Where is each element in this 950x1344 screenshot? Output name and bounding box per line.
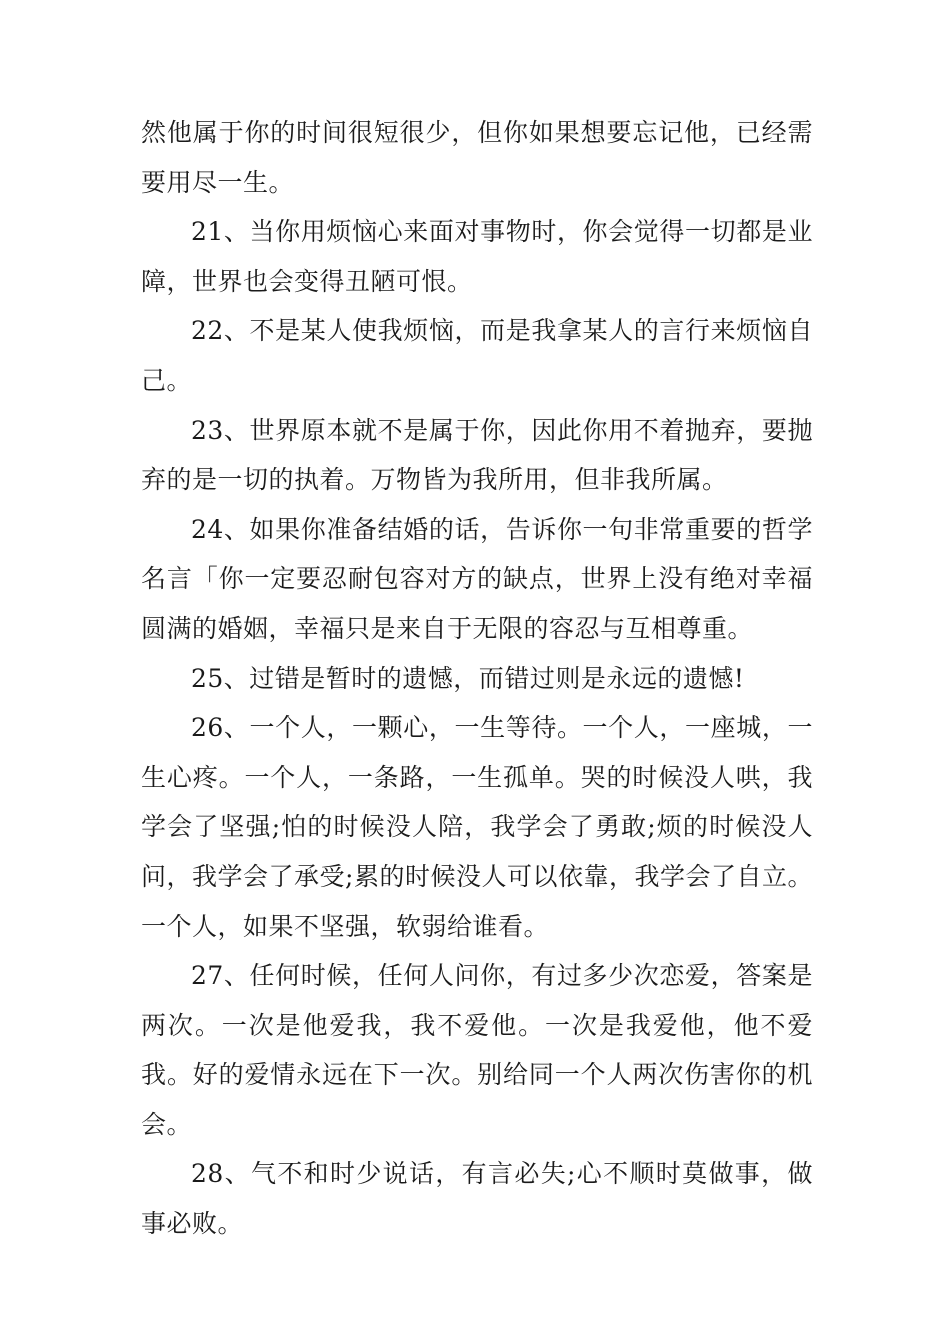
paragraph-continuation: 然他属于你的时间很短很少，但你如果想要忘记他，已经需要用尽一生。 bbox=[141, 118, 813, 197]
paragraph-item-28: 28、气不和时少说话，有言必失;心不顺时莫做事，做事必败。 bbox=[141, 1159, 813, 1239]
paragraph-item-22: 22、不是某人使我烦恼，而是我拿某人的言行来烦恼自己。 bbox=[141, 316, 813, 395]
paragraph-item-25: 25、过错是暂时的遗憾，而错过则是永远的遗憾! bbox=[191, 663, 745, 693]
paragraph-item-26: 26、一个人，一颗心，一生等待。一个人，一座城，一生心疼。一个人，一条路，一生孤单。哭的时候没人哄，我学会了坚强;怕的时候没人陪，我学会了勇敢;烦的时候没人问，我学会了承受;累的时候没人可以依靠，我学会了自立。一个人，如果不坚强，软弱给谁看。 bbox=[141, 713, 813, 941]
paragraph-item-23: 23、世界原本就不是属于你，因此你用不着抛弃，要抛弃的是一切的执着。万物皆为我所用，但非我所属。 bbox=[141, 415, 813, 495]
document-body bbox=[141, 108, 813, 1249]
paragraph-item-21: 21、当你用烦恼心来面对事物时，你会觉得一切都是业障，世界也会变得丑陋可恨。 bbox=[141, 217, 813, 296]
paragraph-item-27: 27、任何时候，任何人问你，有过多少次恋爱，答案是两次。一次是他爱我，我不爱他。一次是我爱他，他不爱我。好的爱情永远在下一次。别给同一个人两次伤害你的机会。 bbox=[141, 961, 813, 1139]
paragraph-item-24: 24、如果你准备结婚的话，告诉你一句非常重要的哲学名言「你一定要忍耐包容对方的缺点，世界上没有绝对幸福圆满的婚姻，幸福只是来自于无限的容忍与互相尊重。 bbox=[141, 514, 813, 643]
